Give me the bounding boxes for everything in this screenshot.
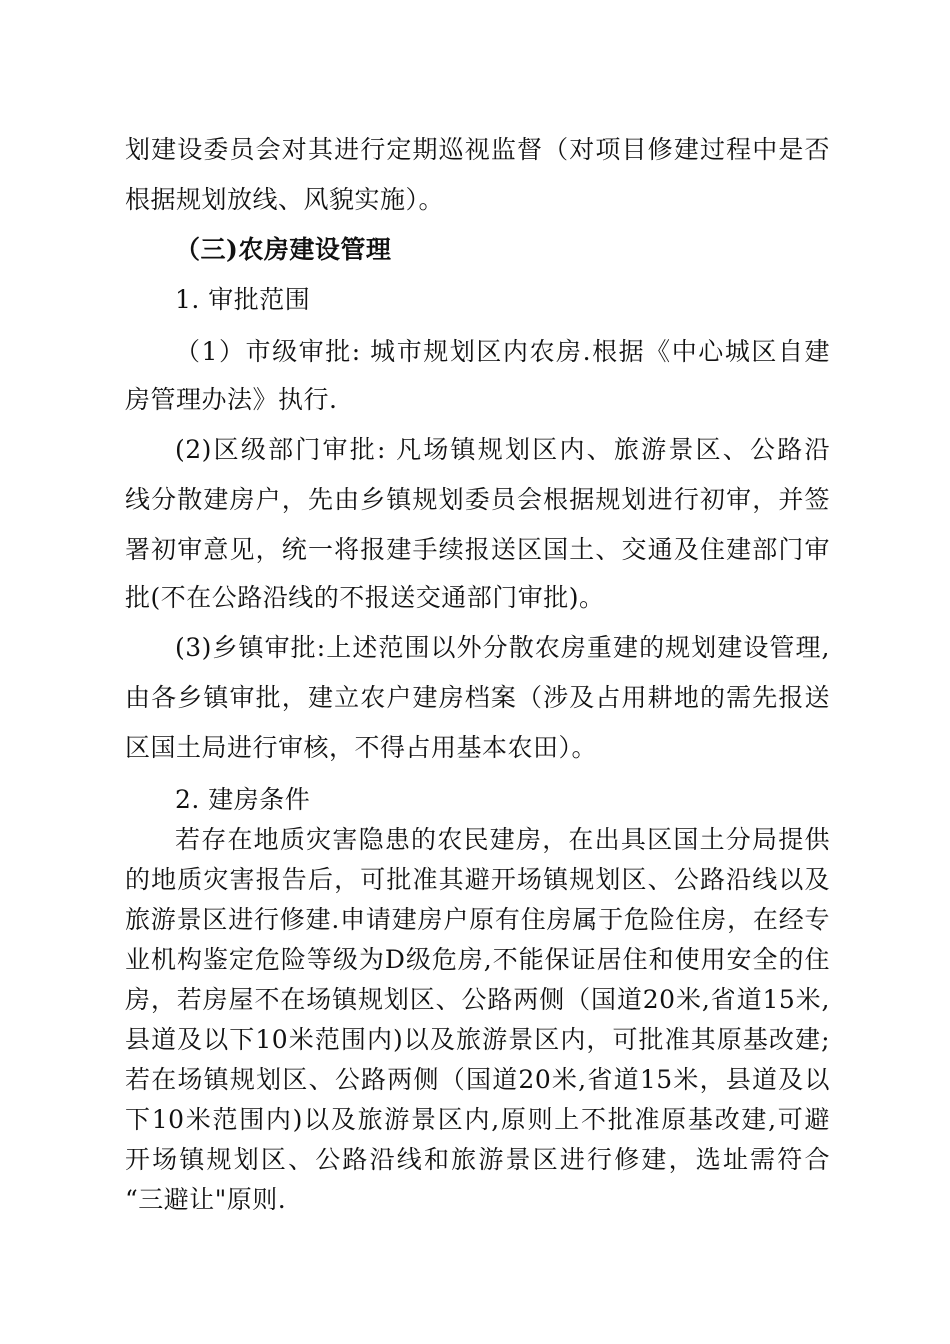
paragraph-line: 署初审意见，统一将报建手续报送区国土、交通及住建部门审 [125,535,830,564]
paragraph-line: 批(不在公路沿线的不报送交通部门审批)。 [125,583,605,612]
paragraph-line: 由各乡镇审批，建立农户建房档案（涉及占用耕地的需先报送 [125,683,830,712]
paragraph-line: 开场镇规划区、公路沿线和旅游景区进行修建，选址需符合 [125,1145,830,1174]
paragraph-line: 的地质灾害报告后，可批准其避开场镇规划区、公路沿线以及 [125,865,830,894]
paragraph-line: 房，若房屋不在场镇规划区、公路两侧（国道20米,省道15米, [125,985,830,1014]
paragraph-line: 房管理办法》执行. [125,385,338,414]
paragraph-line: “三避让"原则. [125,1185,287,1214]
paragraph-line: 下10米范围内)以及旅游景区内,原则上不批准原基改建,可避 [125,1105,830,1134]
paragraph-line: 旅游景区进行修建.申请建房户原有住房属于危险住房，在经专 [125,905,830,934]
subsection-heading: 1. 审批范围 [175,285,311,314]
paragraph-line: 若在场镇规划区、公路两侧（国道20米,省道15米，县道及以 [125,1065,830,1094]
paragraph-line: (2)区级部门审批: 凡场镇规划区内、旅游景区、公路沿 [175,435,830,464]
paragraph-line: (3)乡镇审批:上述范围以外分散农房重建的规划建设管理, [175,633,830,662]
paragraph-line: 区国土局进行审核，不得占用基本农田）。 [125,733,598,762]
subsection-heading: 2. 建房条件 [175,785,311,814]
paragraph-line: 业机构鉴定危险等级为D级危房,不能保证居住和使用安全的住 [125,945,830,974]
paragraph-line: 县道及以下10米范围内)以及旅游景区内，可批准其原基改建; [125,1025,830,1054]
section-heading: （三)农房建设管理 [175,235,392,264]
paragraph-line: （1）市级审批: 城市规划区内农房.根据《中心城区自建 [175,337,830,366]
paragraph-line: 根据规划放线、风貌实施）。 [125,185,445,214]
paragraph-line: 划建设委员会对其进行定期巡视监督（对项目修建过程中是否 [125,135,830,164]
paragraph-line: 若存在地质灾害隐患的农民建房，在出具区国土分局提供 [175,825,830,854]
paragraph-line: 线分散建房户，先由乡镇规划委员会根据规划进行初审，并签 [125,485,830,514]
